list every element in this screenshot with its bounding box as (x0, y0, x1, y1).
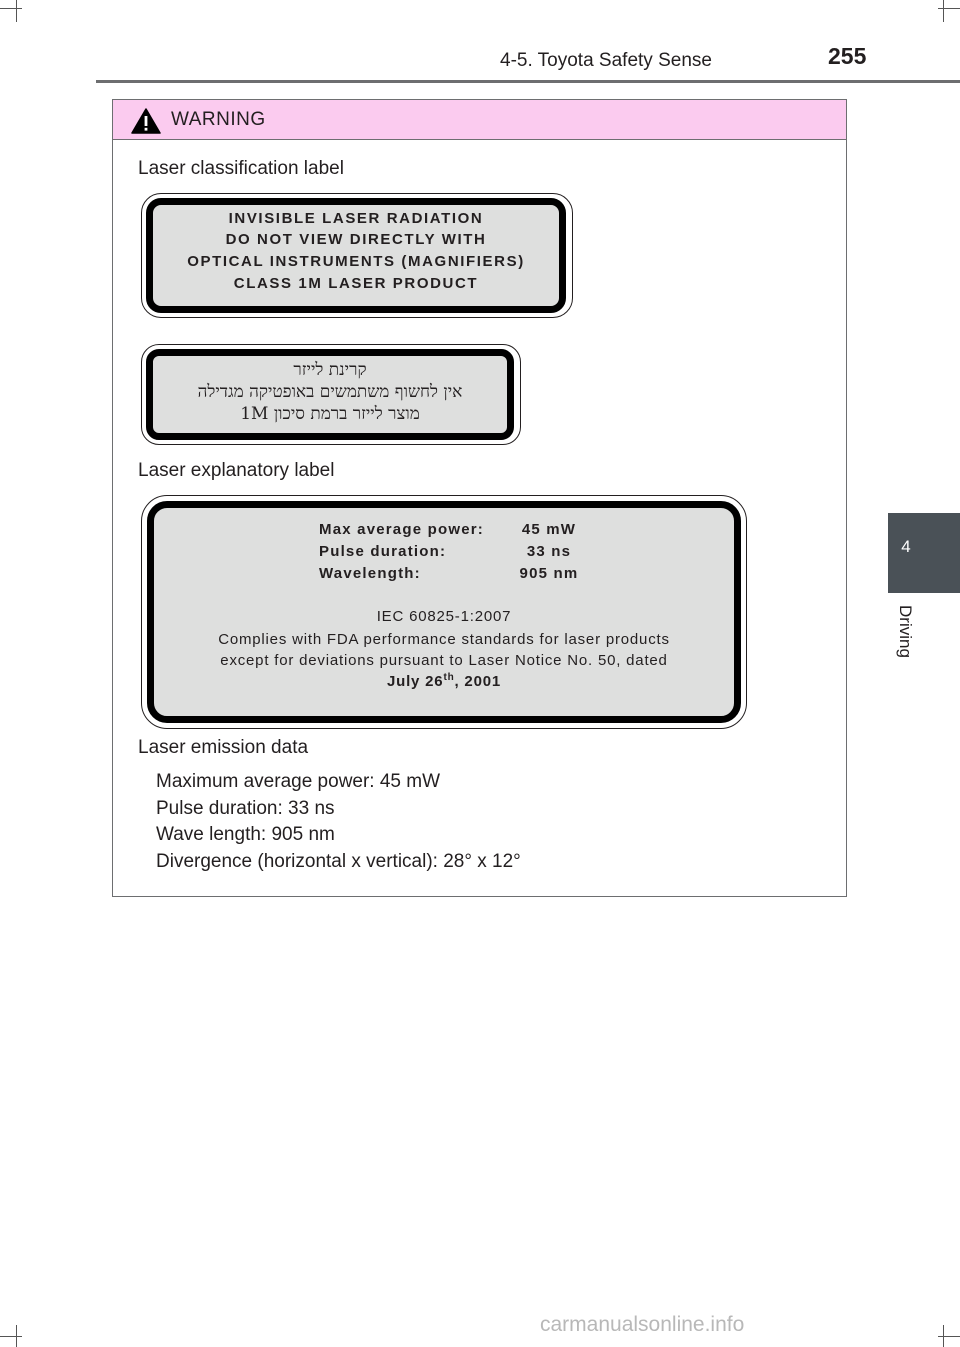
date-suffix: , 2001 (454, 673, 502, 690)
header-rule (96, 80, 960, 83)
compliance-date (154, 672, 734, 690)
label-line: DO NOT VIEW DIRECTLY WITH (225, 231, 487, 248)
label-line: אין לחשוף משתמשים באופטיקה מגדילה (197, 382, 463, 402)
chapter-label (893, 605, 921, 675)
warning-triangle-icon (131, 108, 161, 134)
warning-box (112, 99, 847, 897)
date-sup: th (443, 672, 455, 683)
crop-mark (16, 1325, 17, 1347)
label-line: INVISIBLE LASER RADIATION (228, 210, 484, 227)
spec-name: Wavelength: (319, 565, 421, 582)
classification-label-he (141, 344, 521, 445)
compliance-line: Complies with FDA performance standards for laser products (218, 631, 670, 648)
crop-mark (16, 0, 17, 22)
label-line: OPTICAL INSTRUMENTS (MAGNIFIERS) (187, 253, 525, 270)
chapter-label-text: Driving (896, 605, 915, 658)
crop-mark (943, 0, 944, 22)
crop-mark (0, 1336, 22, 1337)
spec-name: Max average power: (319, 521, 484, 538)
spec-name: Pulse duration: (319, 543, 447, 560)
explanatory-label (141, 495, 747, 729)
emission-item: Pulse duration: 33 ns (156, 798, 335, 819)
label-line: מוצר לייזר ברמת סיכון 1M (240, 404, 420, 424)
emission-heading: Laser emission data (138, 737, 309, 758)
page-number: 255 (828, 43, 867, 69)
chapter-tab[interactable] (888, 513, 960, 593)
label-line: קרינת לייזר (293, 360, 367, 380)
explanatory-heading: Laser explanatory label (138, 460, 335, 481)
section-title: 4-5. Toyota Safety Sense (500, 50, 712, 71)
crop-mark (938, 8, 960, 9)
crop-mark (943, 1325, 944, 1347)
crop-mark (0, 8, 22, 9)
spec-value: 905 nm (519, 565, 579, 582)
crop-mark (938, 1336, 960, 1337)
label-line: CLASS 1M LASER PRODUCT (233, 275, 479, 292)
emission-item: Divergence (horizontal x vertical): 28° x 12° (156, 851, 521, 872)
spec-value: 45 mW (521, 521, 577, 538)
emission-item: Maximum average power: 45 mW (156, 771, 441, 792)
watermark: carmanualsonline.info (540, 1313, 745, 1336)
spec-value: 33 ns (526, 543, 572, 560)
chapter-number: 4 (901, 537, 911, 556)
warning-title: WARNING (171, 109, 266, 130)
standard-line: IEC 60825-1:2007 (376, 608, 512, 625)
compliance-line: except for deviations pursuant to Laser Notice No. 50, dated (220, 652, 668, 669)
emission-item: Wave length: 905 nm (156, 824, 335, 845)
date-prefix: July 26 (386, 673, 444, 690)
classification-label-en (141, 193, 573, 318)
warning-header (113, 100, 846, 140)
classification-heading: Laser classification label (138, 158, 344, 179)
